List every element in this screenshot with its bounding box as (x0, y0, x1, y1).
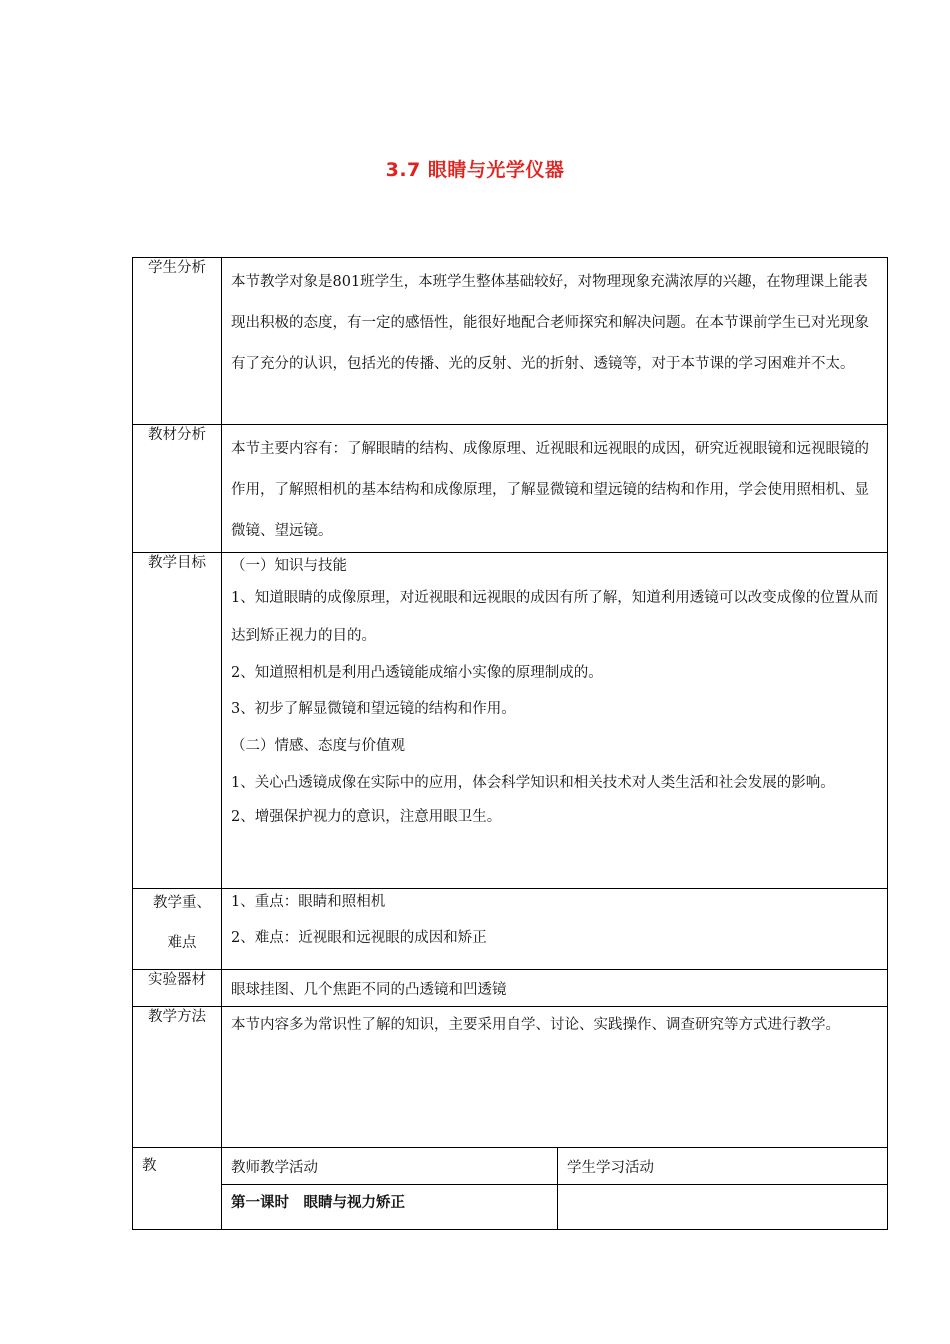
methods-text: 本节内容多为常识性了解的知识，主要采用自学、讨论、实践操作、调查研究等方式进行教学。 (231, 1017, 840, 1033)
row-label: 教 (133, 1148, 222, 1230)
student-activity-header: 学生学习活动 (558, 1148, 888, 1185)
lesson-title: 第一课时 眼睛与视力矫正 (222, 1185, 558, 1230)
row-content (222, 970, 888, 1007)
row-material-analysis (133, 425, 888, 553)
row-content (222, 553, 888, 889)
row-label: 实验器材 (133, 970, 222, 1007)
row-process-lesson (133, 1185, 888, 1230)
key-points-line: 2、难点：近视眼和远视眼的成因和矫正 (231, 930, 487, 946)
student-analysis-text: 本节教学对象是801班学生，本班学生整体基础较好，对物理现象充满浓厚的兴趣，在物理课上能表现出积极的态度，有一定的感悟性，能很好地配合老师探究和解决问题。在本节课前学生已对光现象有了充分的认识，包括光的传播、光的反射、光的折射、透镜等，对于本节课的学习困难并不太。 (231, 274, 869, 372)
student-activity-cell (558, 1185, 888, 1230)
row-label: 教学目标 (133, 553, 222, 889)
equipment-text: 眼球挂图、几个焦距不同的凸透镜和凹透镜 (231, 981, 507, 998)
row-label: 教材分析 (133, 425, 222, 553)
row-label (133, 889, 222, 970)
row-label-line: 难点 (167, 935, 197, 951)
row-content (222, 258, 888, 425)
row-content (222, 425, 888, 553)
row-content (222, 889, 888, 970)
row-methods (133, 1007, 888, 1148)
objectives-line: 2、知道照相机是利用凸透镜能成缩小实像的原理制成的。 (231, 665, 603, 681)
row-key-points (133, 889, 888, 970)
document-title: 3.7 眼睛与光学仪器 (385, 159, 565, 181)
row-content (222, 1007, 888, 1148)
objectives-line: （一）知识与技能 (231, 558, 347, 574)
row-process-header (133, 1148, 888, 1185)
objectives-line: 1、知道眼睛的成像原理，对近视眼和远视眼的成因有所了解，知道利用透镜可以改变成像的位置从而达到矫正视力的目的。 (231, 590, 879, 644)
objectives-line: （二）情感、态度与价值观 (231, 738, 405, 754)
key-points-line: 1、重点：眼睛和照相机 (231, 894, 386, 910)
objectives-line: 3、初步了解显微镜和望远镜的结构和作用。 (231, 701, 516, 717)
row-objectives (133, 553, 888, 889)
teacher-activity-header: 教师教学活动 (222, 1148, 558, 1185)
row-label: 教学方法 (133, 1007, 222, 1148)
row-label-line: 教学重、 (153, 895, 211, 911)
material-analysis-text: 本节主要内容有：了解眼睛的结构、成像原理、近视眼和远视眼的成因，研究近视眼镜和远视眼镜的作用，了解照相机的基本结构和成像原理，了解显微镜和望远镜的结构和作用，学会使用照相机、显微镜、望远镜。 (231, 441, 869, 539)
lesson-plan-table (132, 257, 888, 1230)
row-equipment (133, 970, 888, 1007)
row-label: 学生分析 (133, 258, 222, 425)
objectives-line: 1、关心凸透镜成像在实际中的应用，体会科学知识和相关技术对人类生活和社会发展的影响。 (231, 775, 835, 791)
row-student-analysis (133, 258, 888, 425)
objectives-line: 2、增强保护视力的意识，注意用眼卫生。 (231, 809, 502, 825)
